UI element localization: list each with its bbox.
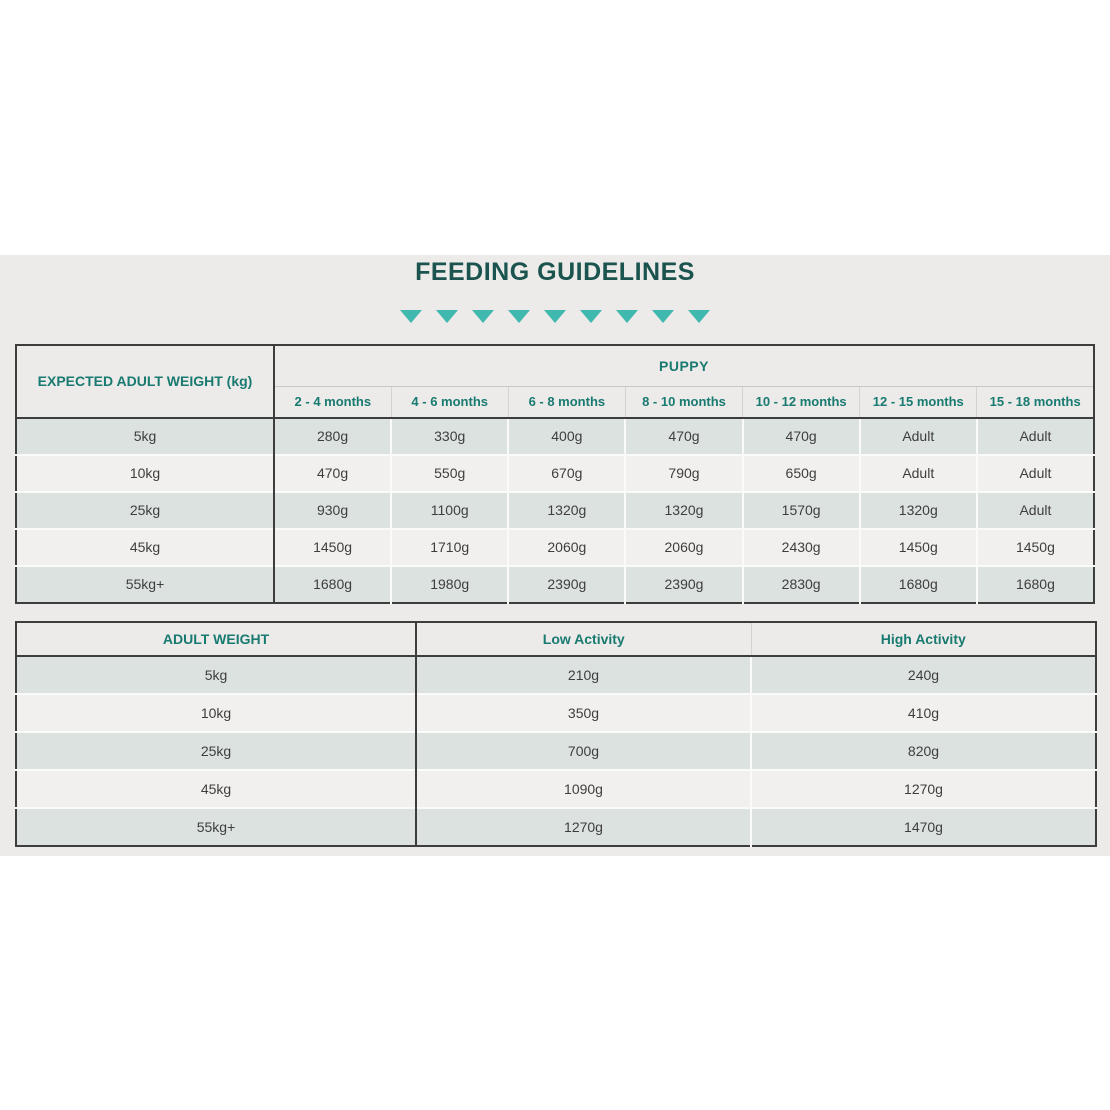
high-activity-cell: 1270g: [751, 770, 1096, 808]
triangle-down-icon: [436, 310, 458, 323]
adult-weight-header: ADULT WEIGHT: [16, 622, 416, 656]
amount-cell: 790g: [625, 455, 742, 492]
triangle-down-icon: [652, 310, 674, 323]
amount-cell: 2430g: [743, 529, 860, 566]
amount-cell: 2390g: [508, 566, 625, 603]
high-activity-cell: 410g: [751, 694, 1096, 732]
weight-cell: 25kg: [16, 732, 416, 770]
weight-cell: 45kg: [16, 770, 416, 808]
table-row: [16, 656, 1096, 694]
table-row: [16, 694, 1096, 732]
amount-cell: 1450g: [274, 529, 391, 566]
triangle-down-icon: [472, 310, 494, 323]
table-row: [16, 770, 1096, 808]
amount-cell: 470g: [625, 418, 742, 455]
puppy-table-header: [16, 345, 1094, 418]
column-header-6-8-months: 6 - 8 months: [508, 386, 625, 418]
weight-cell: 5kg: [16, 418, 274, 455]
weight-cell: 5kg: [16, 656, 416, 694]
amount-cell: 550g: [391, 455, 508, 492]
weight-cell: 55kg+: [16, 808, 416, 846]
amount-cell: 400g: [508, 418, 625, 455]
column-header-15-18-months: 15 - 18 months: [977, 386, 1094, 418]
triangle-down-icon: [688, 310, 710, 323]
high-activity-cell: 1470g: [751, 808, 1096, 846]
weight-cell: 10kg: [16, 455, 274, 492]
triangle-down-icon: [580, 310, 602, 323]
amount-cell: 330g: [391, 418, 508, 455]
amount-cell: 1450g: [860, 529, 977, 566]
low-activity-cell: 1270g: [416, 808, 751, 846]
amount-cell: 2830g: [743, 566, 860, 603]
low-activity-cell: 700g: [416, 732, 751, 770]
weight-cell: 55kg+: [16, 566, 274, 603]
amount-cell: 1100g: [391, 492, 508, 529]
amount-cell: 1680g: [274, 566, 391, 603]
column-header-4-6-months: 4 - 6 months: [391, 386, 508, 418]
weight-cell: 45kg: [16, 529, 274, 566]
table-row: [16, 529, 1094, 566]
amount-cell: 1570g: [743, 492, 860, 529]
table-row: [16, 455, 1094, 492]
amount-cell: 1680g: [860, 566, 977, 603]
triangle-down-icon: [544, 310, 566, 323]
amount-cell: 670g: [508, 455, 625, 492]
column-header-2-4-months: 2 - 4 months: [274, 386, 391, 418]
weight-cell: 25kg: [16, 492, 274, 529]
low-activity-header: Low Activity: [416, 622, 751, 656]
amount-cell: 1320g: [625, 492, 742, 529]
triangle-down-icon: [508, 310, 530, 323]
amount-cell: Adult: [860, 418, 977, 455]
amount-cell: 470g: [274, 455, 391, 492]
low-activity-cell: 1090g: [416, 770, 751, 808]
triangle-down-icon: [616, 310, 638, 323]
high-activity-cell: 240g: [751, 656, 1096, 694]
feeding-guidelines-section: [0, 255, 1110, 856]
table-row: [16, 808, 1096, 846]
amount-cell: Adult: [977, 455, 1094, 492]
amount-cell: 2390g: [625, 566, 742, 603]
table-row: [16, 492, 1094, 529]
expected-adult-weight-header: EXPECTED ADULT WEIGHT (kg): [16, 345, 274, 418]
page-title: FEEDING GUIDELINES: [415, 258, 695, 286]
table-row: [16, 418, 1094, 455]
amount-cell: Adult: [977, 492, 1094, 529]
amount-cell: Adult: [977, 418, 1094, 455]
amount-cell: 1680g: [977, 566, 1094, 603]
table-row: [16, 732, 1096, 770]
column-header-8-10-months: 8 - 10 months: [625, 386, 742, 418]
column-header-10-12-months: 10 - 12 months: [743, 386, 860, 418]
amount-cell: 2060g: [625, 529, 742, 566]
amount-cell: 470g: [743, 418, 860, 455]
amount-cell: 1320g: [508, 492, 625, 529]
amount-cell: 280g: [274, 418, 391, 455]
amount-cell: 1320g: [860, 492, 977, 529]
adult-table-header: [16, 622, 1096, 656]
puppy-feeding-table: [15, 344, 1095, 604]
amount-cell: 1450g: [977, 529, 1094, 566]
amount-cell: 930g: [274, 492, 391, 529]
adult-feeding-table: [15, 621, 1097, 847]
low-activity-cell: 210g: [416, 656, 751, 694]
amount-cell: Adult: [860, 455, 977, 492]
amount-cell: 1710g: [391, 529, 508, 566]
amount-cell: 650g: [743, 455, 860, 492]
amount-cell: 1980g: [391, 566, 508, 603]
amount-cell: 2060g: [508, 529, 625, 566]
triangle-down-icon: [400, 310, 422, 323]
column-header-12-15-months: 12 - 15 months: [860, 386, 977, 418]
table-row: [16, 566, 1094, 603]
low-activity-cell: 350g: [416, 694, 751, 732]
triangle-row: [0, 310, 1110, 323]
high-activity-header: High Activity: [751, 622, 1096, 656]
puppy-group-header: PUPPY: [274, 345, 1094, 387]
high-activity-cell: 820g: [751, 732, 1096, 770]
weight-cell: 10kg: [16, 694, 416, 732]
